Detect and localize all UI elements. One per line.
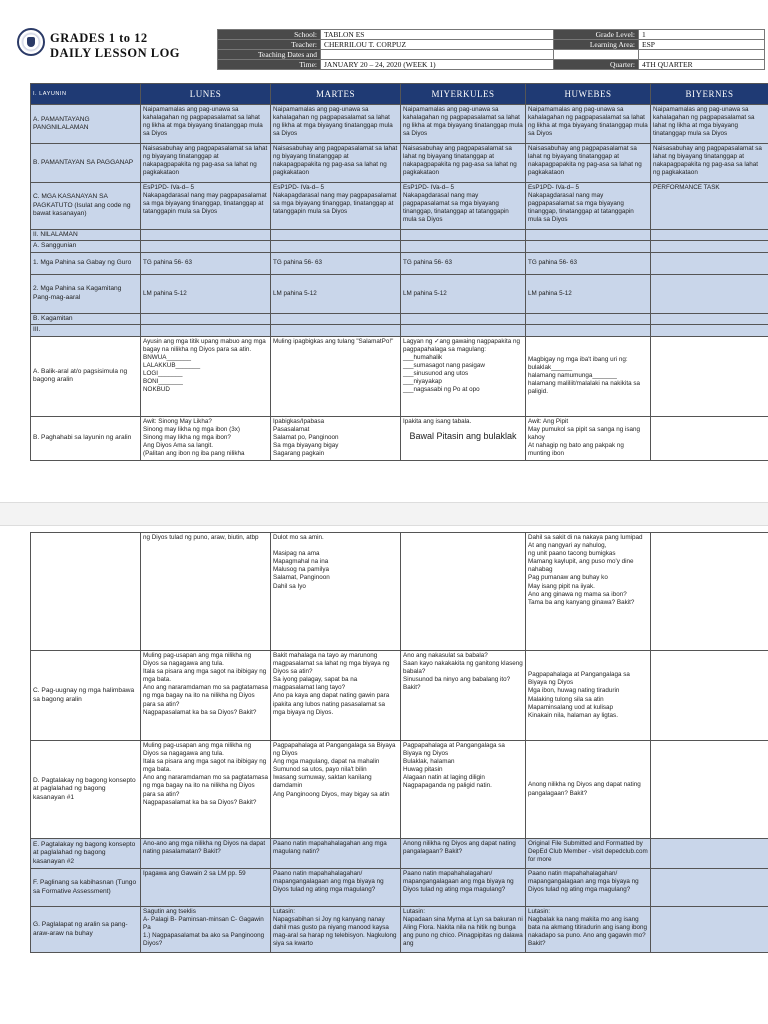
table-row	[31, 183, 768, 230]
day-biyernes: BIYERNES	[651, 84, 768, 105]
table-row	[31, 336, 768, 416]
table-cell: Ayusin ang mga titik upang mabuo ang mga bagay na nilikha ng Diyos para sa atin. BNWUA_______ LALAKKUB_______ LOGI_______ BONI_______ NOKBUD	[141, 336, 271, 416]
table-cell: Ano ang nakasulat sa babala? Saan kayo nakakakita ng ganitong klaseng babala? Sinusunod ba ninyo ang babalang ito? Bakit?	[401, 651, 526, 741]
table-cell: Lutasin: Nagbalak ka nang makita mo ang isang bata na akmang titiradurin ang isang ibong nakadapo sa puno. Ano ang gagawin mo? Bakit?	[526, 907, 651, 953]
table-cell: Naisasabuhay ang pagpapasalamat sa lahat ng biyayang tinatanggap at nakapagpapakita ng pag-asa sa lahat ng pagkakataon	[401, 144, 526, 183]
table-cell: Dulot mo sa amin. Masipag na ama Mapagmahal na ina Malusog na pamilya Salamat, Panginoon Dahil sa Iyo	[271, 533, 401, 651]
lesson-table-page-1	[30, 83, 768, 461]
grade-level-value: 1	[639, 30, 765, 40]
table-cell: Paano natin mapahahalagahan/ mapangangalagaan ang mga biyaya ng Diyos tulad ng ating mga magulang?	[401, 869, 526, 907]
table-cell: Naisasabuhay ang pagpapasalamat sa lahat ng biyayang tinatanggap at nakapagpapakita ng pag-asa sa lahat ng pagkakataon	[141, 144, 271, 183]
school-label: School:	[218, 30, 321, 40]
table-row	[31, 105, 768, 144]
grade-level-label: Grade Level:	[554, 30, 639, 40]
table-cell: Naisasabuhay ang pagpapasalamat sa lahat ng biyayang tinatanggap at nakapagpapakita ng pag-asa sa lahat ng pagkakataon	[526, 144, 651, 183]
table-cell: EsP1PD- IVa-d– 5 Nakapagdarasal nang may pagpapasalamat sa mga biyayang tinanggap, tinatanggap at tatanggapin mula sa Diyos	[401, 183, 526, 230]
row-label: E. Pagtalakay ng bagong konsepto at paglalahad ng bagong kasanayan #2	[31, 839, 141, 869]
table-cell: Naipamamalas ang pag-unawa sa kahalagahan ng pagpapasalamat sa lahat ng likha at mga biyayang tinatanggap mula sa Diyos	[141, 105, 271, 144]
table-cell: Naipamamalas ang pag-unawa sa kahalagahan ng pagpapasalamat sa lahat ng likha at mga biyayang tinatanggap mula sa Diyos	[401, 105, 526, 144]
table-cell: Naisasabuhay ang pagpapasalamat sa lahat ng biyayang tinatanggap at nakapagpapakita ng pag-asa sa lahat ng pagkakataon	[651, 144, 768, 183]
day-lunes: LUNES	[141, 84, 271, 105]
table-cell: Magbigay ng mga iba't ibang uri ng: bulaklak______ halamang namumunga_______ halamang maliliit/malalaki na nakikita sa paligid.	[526, 336, 651, 416]
row-label: A. PAMANTAYANG PANGNILALAMAN	[31, 105, 141, 144]
table-cell: Anong nilikha ng Diyos ang dapat nating pangalagaan? Bakit?	[526, 741, 651, 839]
day-header-row	[31, 84, 768, 105]
table-cell: EsP1PD- IVa-d– 5 Nakapagdarasal nang may pagpapasalamat sa mga biyayang tinanggap, tinatanggap at tatanggapin mula sa Diyos	[271, 183, 401, 230]
table-cell: Ano-ano ang mga nilikha ng Diyos na dapat nating pasalamatan? Bakit?	[141, 839, 271, 869]
row-label: A. Balik-aral at/o pagsisimula ng bagong aralin	[31, 336, 141, 416]
table-cell: Awit: Ang Pipit May pumukol sa pipit sa sanga ng isang kahoy At nahagip ng bato ang pakpak ng munting ibon	[526, 416, 651, 460]
table-cell: Paano natin mapahahalagahan/ mapangangalagaan ang mga biyaya ng Diyos tulad ng ating mga magulang?	[271, 869, 401, 907]
babala-sign-text: Bawal Pitasin ang bulaklak	[409, 430, 517, 441]
school-value: TABLON ES	[321, 30, 554, 40]
table-cell: Muling ipagbigkas ang tulang "SalamatPo!"	[271, 336, 401, 416]
table-cell-text: Ipakita ang isang tabala.	[403, 417, 472, 425]
table-cell: Naisasabuhay ang pagpapasalamat sa lahat ng biyayang tinatanggap at nakapagpapakita ng pag-asa sa lahat ng pagkakataon	[271, 144, 401, 183]
table-cell: Muling pag-usapan ang mga nilikha ng Diyos sa nagagawa ang tula. Itala sa pisara ang mga sagot na ibibigay ng mga bata. Ano ang nararamdaman mo sa pagtatamasa ng mga bagay na ito na nilikha ng Diyos para sa atin? Nagpapasalamat ka ba sa Diyos? Bakit?	[141, 651, 271, 741]
layunin-heading: I. LAYUNIN	[31, 84, 141, 105]
table-row	[31, 533, 768, 651]
row-label: 1. Mga Pahina sa Gabay ng Guro	[31, 252, 141, 274]
row-label: F. Paglinang sa kabihasnan (Tungo sa Formative Assessment)	[31, 869, 141, 907]
row-label: C. MGA KASANAYAN SA PAGKATUTO (Isulat ang code ng bawat kasanayan)	[31, 183, 141, 230]
table-row	[31, 325, 768, 336]
table-cell: TG pahina 56- 63	[526, 252, 651, 274]
table-cell: ng Diyos tulad ng puno, araw, biutin, atbp	[141, 533, 271, 651]
table-row	[31, 144, 768, 183]
row-label: II. NILALAMAN	[31, 230, 141, 241]
dates-value: JANUARY 20 – 24, 2020 (WEEK 1)	[321, 60, 554, 70]
dates-label-1: Teaching Dates and	[218, 50, 321, 60]
table-row	[31, 230, 768, 241]
table-cell: Awit: Sinong May Likha? Sinong may likha ng mga ibon (3x) Sinong may likha ng mga ibon? Ang Diyos Ama sa langit. (Palitan ang ibon ng iba pang nilikha	[141, 416, 271, 460]
row-label: B. Kagamitan	[31, 313, 141, 324]
table-row	[31, 869, 768, 907]
table-row	[31, 741, 768, 839]
table-cell: Paano natin mapahahalagahan/ mapangangalagaan ang mga biyaya ng Diyos tulad ng ating mga magulang?	[526, 869, 651, 907]
learning-area-value: ESP	[639, 40, 765, 50]
table-cell: EsP1PD- IVa-d– 5 Nakapagdarasal nang may pagpapasalamat sa mga biyayang tinanggap, tinatanggap at tatanggapin mula sa Diyos	[526, 183, 651, 230]
table-cell: Lagyan ng ✓ang gawaing nagpapakita ng pagpapahalaga sa magulang: ___humahalik ___sumasagot nang pasigaw ___sinusunod ang utos ___niyayakap ___nagsasabi ng Po at opo	[401, 336, 526, 416]
day-martes: MARTES	[271, 84, 401, 105]
dates-label-2: Time:	[218, 60, 321, 70]
table-cell: LM pahina 5-12	[271, 274, 401, 313]
learning-area-label: Learning Area:	[554, 40, 639, 50]
row-label: III.	[31, 325, 141, 336]
table-cell: Naipamamalas ang pag-unawa sa kahalagahan ng pagpapasalamat sa lahat ng likha at mga biyayang tinatanggap mula sa Diyos	[651, 105, 768, 144]
table-cell: Anong nilikha ng Diyos ang dapat nating pangalagaan? Bakit?	[401, 839, 526, 869]
table-row	[31, 252, 768, 274]
table-row	[31, 907, 768, 953]
table-cell: LM pahina 5-12	[401, 274, 526, 313]
row-label: A. Sanggunian	[31, 241, 141, 252]
table-cell: LM pahina 5-12	[141, 274, 271, 313]
row-label: D. Pagtalakay ng bagong konsepto at paglalahad ng bagong kasanayan #1	[31, 741, 141, 839]
table-cell: Pagpapahalaga at Pangangalaga sa Biyaya ng Diyos Ang mga magulang, dapat na mahalin Sumunod sa utos, payo nila't bilin Iwasang sumuway, saktan kanilang damdamin Ang Panginoong Diyos, may bigay sa atin	[271, 741, 401, 839]
table-cell: Bakit mahalaga na tayo ay marunong magpasalamat sa lahat ng mga biyaya ng Diyos sa atin? Sa iyong palagay, sapat ba na magpasalamat lang tayo? Ano pa kaya ang dapat nating gawin para ipakita ang lubos nating pasasalamat sa mga biyaya ng Diyos.	[271, 651, 401, 741]
teacher-value: CHERRILOU T. CORPUZ	[321, 40, 554, 50]
table-row	[31, 241, 768, 252]
table-row	[31, 274, 768, 313]
day-huwebes: HUWEBES	[526, 84, 651, 105]
deped-seal-icon	[17, 28, 45, 56]
table-cell: Naipamamalas ang pag-unawa sa kahalagahan ng pagpapasalamat sa lahat ng likha at mga biyayang tinatanggap mula sa Diyos	[271, 105, 401, 144]
title-daily-lesson-log: DAILY LESSON LOG	[50, 46, 181, 60]
table-cell: Original File Submitted and Formatted by DepEd Club Member - visit depedclub.com for more	[526, 839, 651, 869]
day-miyerkules: MIYERKULES	[401, 84, 526, 105]
page-1	[0, 0, 768, 502]
table-cell: PERFORMANCE TASK	[651, 183, 768, 230]
table-cell	[401, 416, 526, 460]
table-cell: Paano natin mapahahalagahan ang mga magulang natin?	[271, 839, 401, 869]
row-label: 2. Mga Pahina sa Kagamitang Pang-mag-aaral	[31, 274, 141, 313]
table-row	[31, 313, 768, 324]
quarter-value: 4TH QUARTER	[639, 60, 765, 70]
row-label: G. Paglalapat ng aralin sa pang-araw-araw na buhay	[31, 907, 141, 953]
row-label: B. PAMANTAYAN SA PAGGANAP	[31, 144, 141, 183]
table-cell: TG pahina 56- 63	[141, 252, 271, 274]
table-row	[31, 651, 768, 741]
teacher-label: Teacher:	[218, 40, 321, 50]
table-cell: LM pahina 5-12	[526, 274, 651, 313]
table-cell: Pagpapahalaga at Pangangalaga sa Biyaya ng Diyos Bulaklak, halaman Huwag pitasin Alagaan natin at laging diligin Nagpapaganda ng paligid natin.	[401, 741, 526, 839]
table-cell: EsP1PD- IVa-d– 5 Nakapagdarasal nang may pagpapasalamat sa mga biyayang tinanggap, tinatanggap at tatanggapin mula sa Diyos	[141, 183, 271, 230]
lesson-table-page-2	[30, 532, 768, 953]
page-2	[0, 526, 768, 1024]
table-row	[31, 416, 768, 460]
table-cell: Lutasin: Napadaan sina Myrna at Lyn sa bakuran ni Aling Flora. Nakita nila na hitik ng bunga ang puno ng chico. Pinagpipitas ng dalawa ang	[401, 907, 526, 953]
row-label: B. Paghahabi sa layunin ng aralin	[31, 416, 141, 460]
table-cell: Pagpapahalaga at Pangangalaga sa Biyaya ng Diyos Mga ibon, huwag nating tiradurin Malaking tulong sila sa atin Mapaminsalang uod at kulisap Kinakain nila, halaman ay ligtas.	[526, 651, 651, 741]
table-cell: Naipamamalas ang pag-unawa sa kahalagahan ng pagpapasalamat sa lahat ng likha at mga biyayang tinatanggap mula sa Diyos	[526, 105, 651, 144]
title-grades: GRADES 1 to 12	[50, 31, 148, 45]
table-cell: TG pahina 56- 63	[271, 252, 401, 274]
table-row	[31, 839, 768, 869]
table-cell: Muling pag-usapan ang mga nilikha ng Diyos sa nagagawa ang tula. Itala sa pisara ang mga sagot na ibibigay ng mga bata. Ano ang nararamdaman mo sa pagtatamasa ng mga bagay na ito na nilikha ng Diyos para sa atin? Nagpapasalamat ka ba sa Diyos? Bakit?	[141, 741, 271, 839]
table-cell: Ipagawa ang Gawain 2 sa LM pp. 59	[141, 869, 271, 907]
page-separator	[0, 502, 768, 526]
row-label: C. Pag-uugnay ng mga halimbawa sa bagong aralin	[31, 651, 141, 741]
quarter-label: Quarter:	[554, 60, 639, 70]
table-cell: Lutasin: Napagsabihan si Joy ng kanyang nanay dahil mas gusto pa niyang manood kaysa mag-aral sa harap ng telebisyon. Nagkulong siya sa kwarto	[271, 907, 401, 953]
header-info-table	[217, 29, 765, 70]
table-cell: TG pahina 56- 63	[401, 252, 526, 274]
table-cell: Sagutin ang tseklis A- Palagi B- Paminsan-minsan C- Gagawin Pa 1.) Nagpapasalamat ba ako sa Panginoong Diyos?	[141, 907, 271, 953]
table-cell: Dahil sa sakit di na nakaya pang lumipad At ang nangyari ay nahulog, ng unit paano tacong bumigkas Mamang kaylupit, ang puso mo'y dine nahabag Pag pumanaw ang buhay ko May isang pipit na iiyak. Ano ang ginawa ng mama sa ibon? Tama ba ang kanyang ginawa? Bakit?	[526, 533, 651, 651]
table-cell: Ipabigkas/Ipabasa Pasasalamat Salamat po, Panginoon Sa mga biyayang bigay Sagarang pagkain	[271, 416, 401, 460]
